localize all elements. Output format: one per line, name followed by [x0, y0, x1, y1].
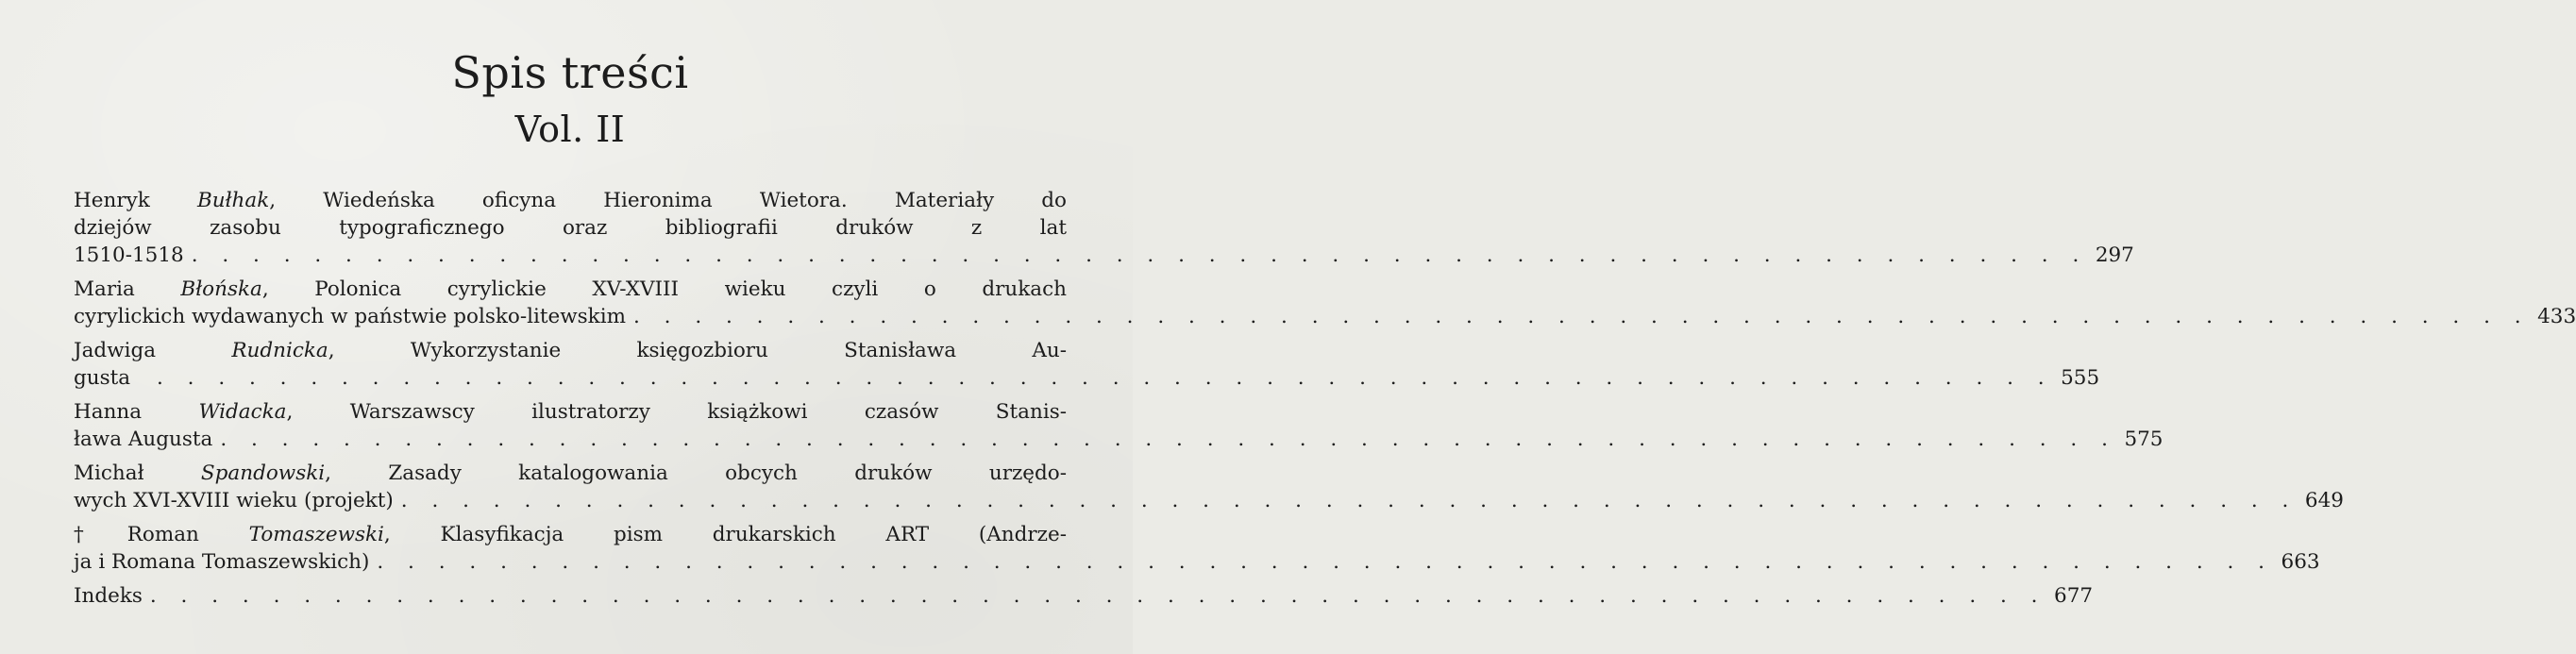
toc-entry-line — [74, 337, 1067, 364]
toc-entry — [74, 460, 2344, 514]
author-last-name: Rudnicka — [231, 339, 328, 362]
toc-entry — [74, 337, 2100, 392]
dot-leader: . . . . . . . . . . . . . . . . . . . . . . . . . . . . . . . . . . . . . . . . . . . . . . . . . . . . . . . . . . . . . . — [400, 489, 2298, 512]
dot-leader: . . . . . . . . . . . . . . . . . . . . . . . . . . . . . . . . . . . . . . . . . . . . . . . . . . . . . . . . . . . . . . — [632, 305, 2531, 328]
entry-title: , Warszawscy ilustratorzy książkowi czasów Stanis- — [286, 400, 1067, 424]
entry-title-end: ja i Romana Tomaszewskich) — [74, 550, 370, 574]
page-number: 555 — [2061, 366, 2100, 390]
toc-entry-last-line — [74, 582, 2094, 610]
author-first-name: †Roman — [74, 523, 199, 546]
entry-title-end: ława Augusta — [74, 428, 213, 451]
dot-leader: . . . . . . . . . . . . . . . . . . . . . . . . . . . . . . . . . . . . . . . . . . . . . . . . . . . . . . . . . . . . . . — [377, 550, 2274, 574]
author-last-name: Widacka — [198, 400, 287, 424]
toc-entry — [74, 398, 2164, 453]
toc-entry-line — [74, 398, 1067, 426]
toc-entry-last-line — [74, 303, 2576, 330]
author-last-name: Bułhak — [196, 189, 270, 212]
page-number: 433 — [2537, 305, 2576, 328]
entry-title: , Klasyfikacja pism drukarskich ART (Andrze- — [383, 523, 1067, 546]
author-first-name: Michał — [74, 461, 144, 485]
dot-leader: . . . . . . . . . . . . . . . . . . . . . . . . . . . . . . . . . . . . . . . . . . . . . . . . . . . . . . . . . . . . . . — [191, 243, 2088, 267]
toc-entry — [74, 521, 2320, 576]
entry-title: , Zasady katalogowania obcych druków urzędo- — [325, 461, 1067, 485]
dot-leader: . . . . . . . . . . . . . . . . . . . . . . . . . . . . . . . . . . . . . . . . . . . . . . . . . . . . . . . . . . . . . . — [157, 366, 2054, 390]
entry-title-end: wych XVI-XVIII wieku (projekt) — [74, 489, 394, 512]
toc-entry-line — [74, 521, 1067, 548]
author-first-name: Jadwiga — [74, 339, 157, 362]
toc-entry-last-line — [74, 548, 2320, 576]
page-number: 649 — [2304, 489, 2344, 512]
author-first-name: Hanna — [74, 400, 143, 424]
author-last-name: Tomaszewski — [248, 523, 384, 546]
toc-entry-last-line: gusta . . . . . . . . . . . . . . . . . . . . . . . . . . . . . . . . . . . . . . . . . . . . . . . . . . . . . . . . . . . . . . 555 — [74, 366, 2100, 390]
toc-entry-last-line — [74, 426, 2164, 453]
toc-entry-last-line — [74, 242, 2134, 269]
toc-entry — [74, 187, 2134, 269]
toc-entry-last-line — [74, 487, 2344, 514]
entry-title: , Wykorzystanie księgozbioru Stanisława Au- — [328, 339, 1067, 362]
toc-entry — [74, 276, 2576, 330]
toc-entry-line — [74, 460, 1067, 487]
author-first-name: Henryk — [74, 189, 150, 212]
author-last-name: Spandowski — [200, 461, 326, 485]
entry-title: , Wiedeńska oficyna Hieronima Wietora. Materiały do — [269, 189, 1067, 212]
page-number: 677 — [2054, 584, 2094, 608]
toc-entry-line — [74, 187, 1067, 214]
index-label: Indeks — [74, 584, 143, 608]
volume-subtitle: Vol. II — [514, 109, 626, 150]
toc-entry-line: dziejów zasobu typograficznego oraz bibliografii druków z lat — [74, 216, 1067, 240]
toc-entry-line — [74, 276, 1067, 303]
page-number: 575 — [2124, 428, 2164, 451]
author-first-name: Maria — [74, 277, 135, 301]
toc-entry-index — [74, 582, 2094, 610]
dot-leader: . . . . . . . . . . . . . . . . . . . . . . . . . . . . . . . . . . . . . . . . . . . . . . . . . . . . . . . . . . . . . . — [149, 584, 2047, 608]
entry-title: , Polonica cyrylickie XV-XVIII wieku czyli o drukach — [261, 277, 1067, 301]
page-number: 663 — [2281, 550, 2320, 574]
author-last-name: Błońska — [180, 277, 262, 301]
entry-title-end: cyrylickich wydawanych w państwie polsko-litewskim — [74, 305, 626, 328]
entry-title-end: 1510-1518 — [74, 243, 184, 267]
page-number: 297 — [2095, 243, 2134, 267]
page-title: Spis treści — [451, 47, 689, 98]
dot-leader: . . . . . . . . . . . . . . . . . . . . . . . . . . . . . . . . . . . . . . . . . . . . . . . . . . . . . . . . . . . . . . — [220, 428, 2117, 451]
table-of-contents — [74, 187, 2576, 616]
